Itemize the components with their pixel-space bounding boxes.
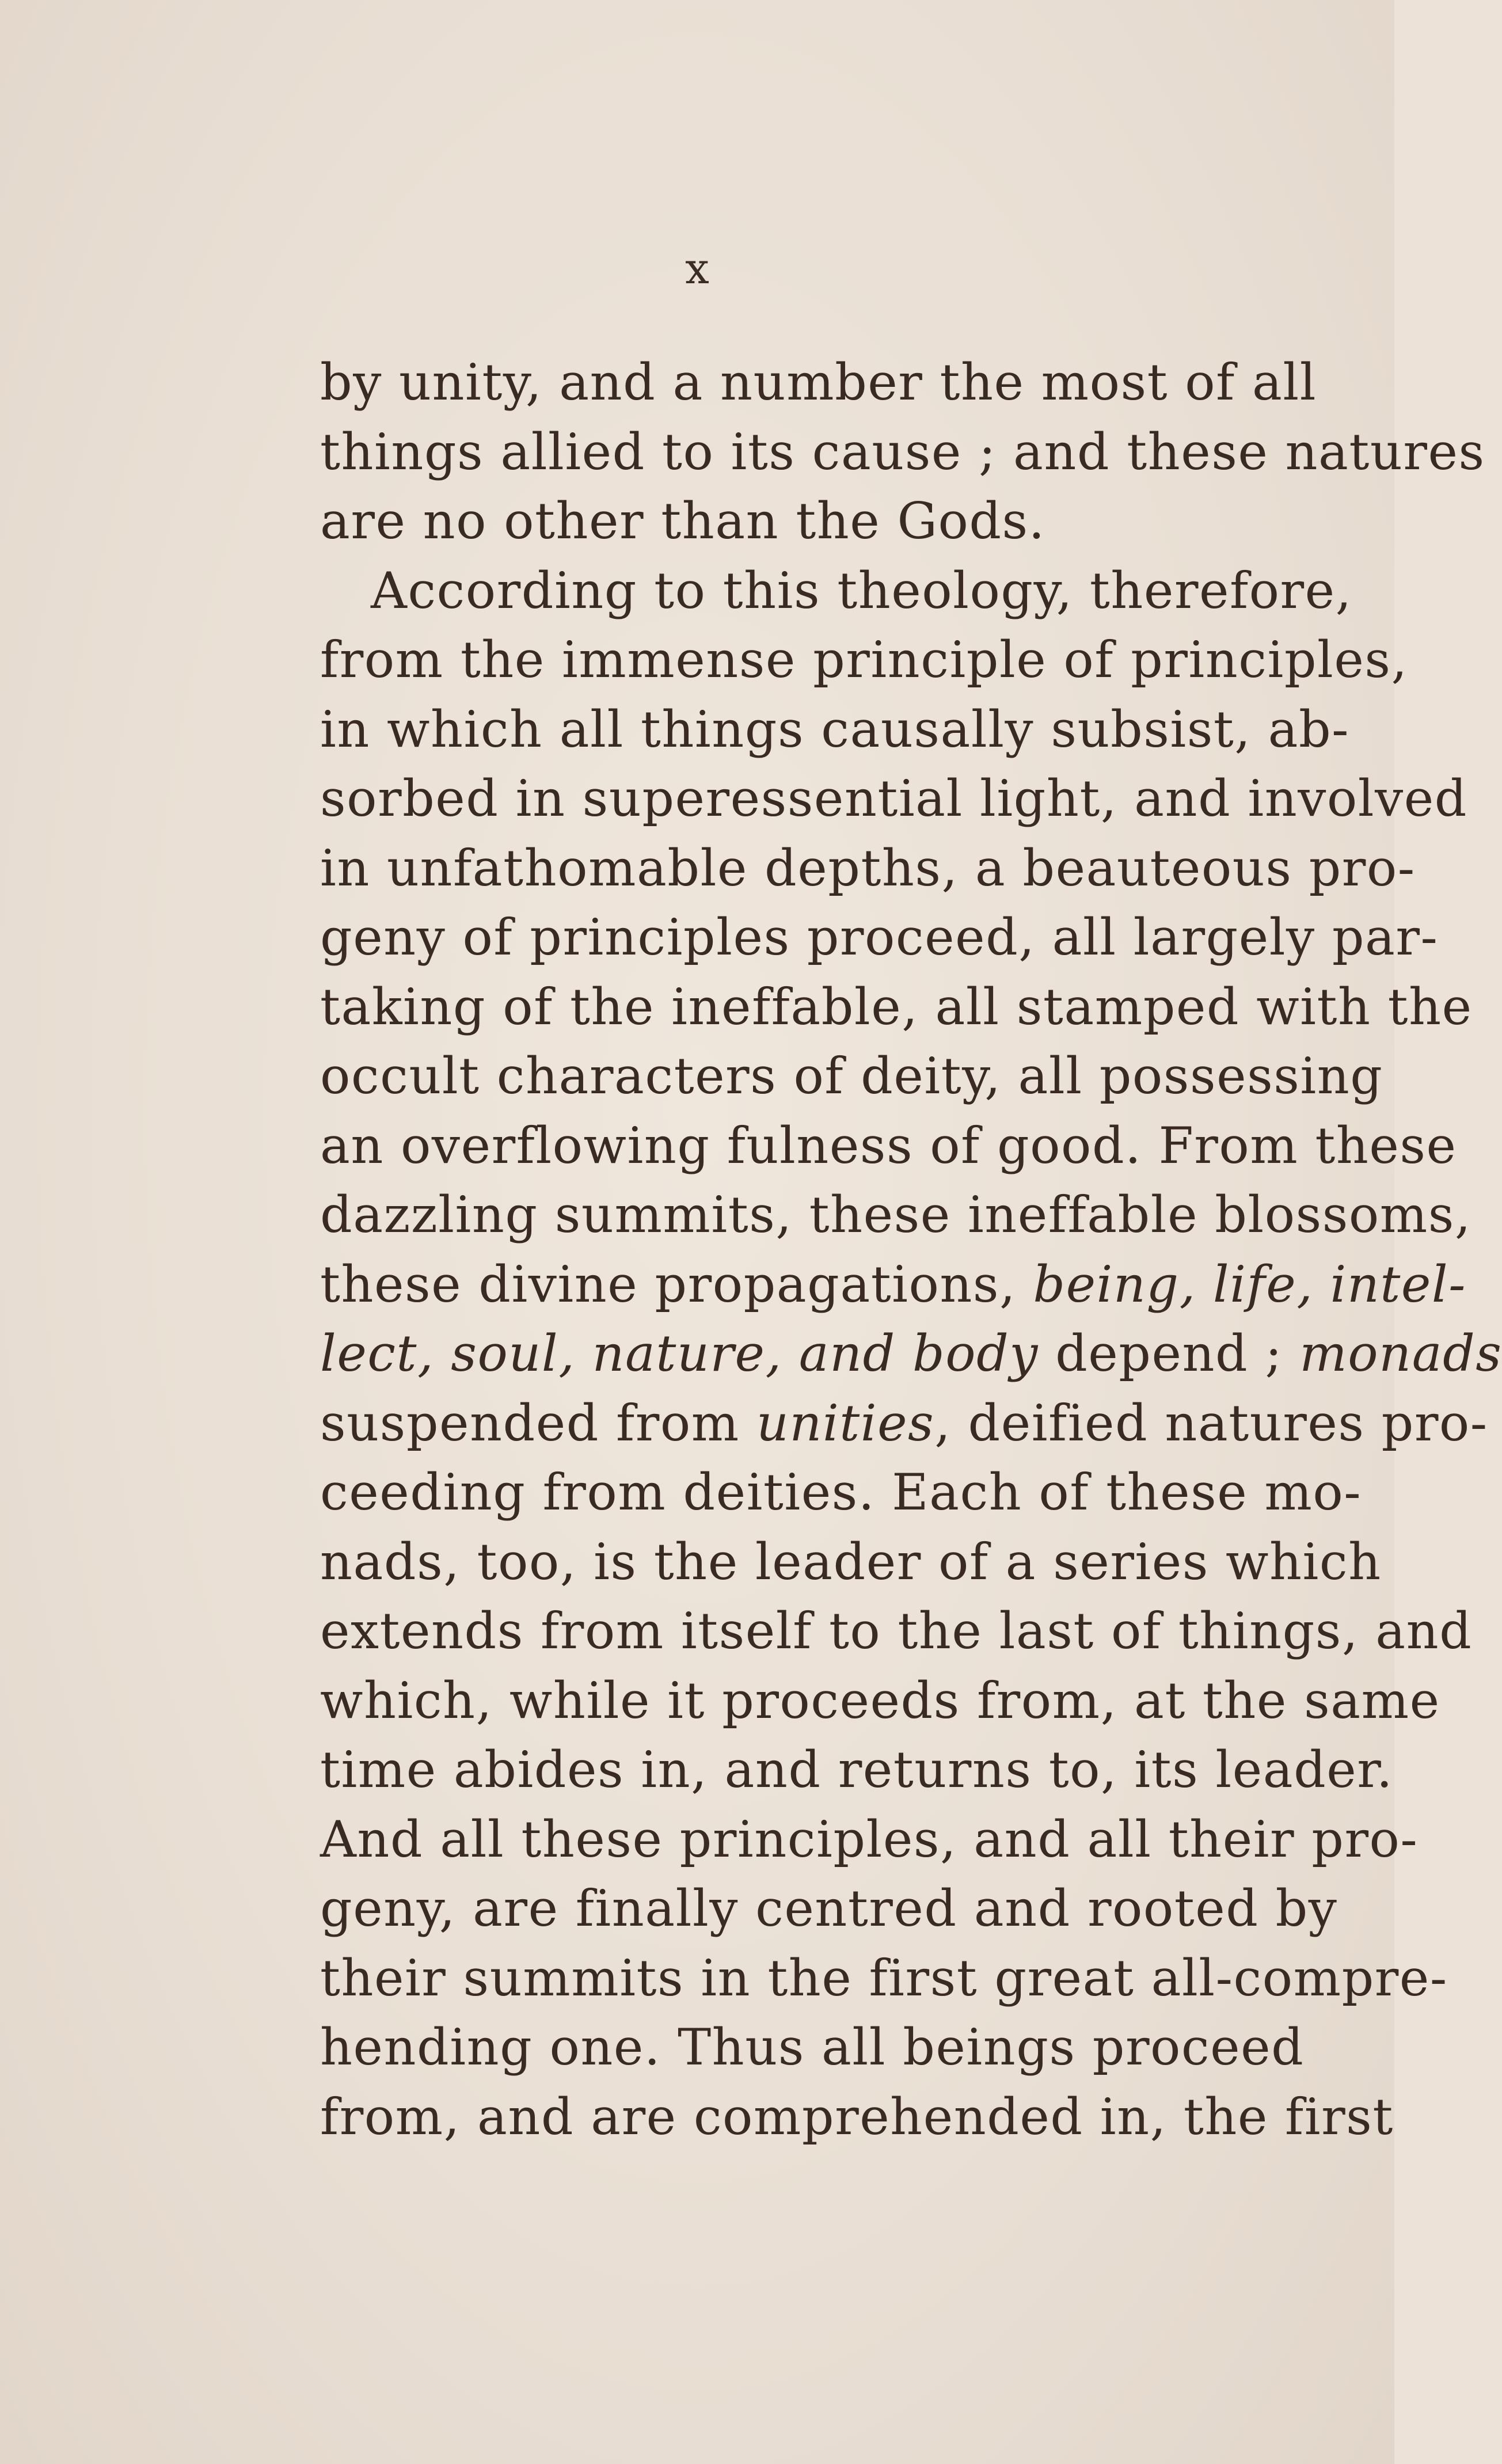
- text-line-8: in unfathomable depths, a beauteous pro-: [320, 838, 1416, 898]
- text-line-4: According to this theology, therefore,: [371, 561, 1352, 620]
- text-line-5: from the immense principle of principles,: [320, 630, 1408, 689]
- text-line-6: in which all things causally subsist, ab-: [320, 699, 1350, 759]
- text-line-15-roman: depend ;: [1038, 1324, 1300, 1383]
- text-line-26: from, and are comprehended in, the first: [320, 2087, 1394, 2146]
- text-line-17: ceeding from deities. Each of these mo-: [320, 1463, 1362, 1522]
- text-line-19: extends from itself to the last of things, and: [320, 1602, 1473, 1660]
- text-line-12: an overflowing fulness of good. From these: [320, 1116, 1457, 1175]
- text-line-16-italic: unities: [756, 1393, 935, 1452]
- body-text: [320, 348, 1502, 2151]
- text-line-25: hending one. Thus all beings proceed: [320, 2018, 1305, 2077]
- text-line-11: occult characters of deity, all possessing: [320, 1047, 1383, 1105]
- text-line-15-italic-b: monads: [1299, 1324, 1502, 1383]
- text-line-23: geny, are finally centred and rooted by: [320, 1879, 1338, 1938]
- text-line-10: taking of the ineffable, all stamped with the: [320, 977, 1473, 1036]
- text-line-15: [320, 1319, 1502, 1389]
- text-line-24: their summits in the first great all-compre-: [320, 1948, 1448, 2007]
- text-line-2: things allied to its cause ; and these natures: [320, 422, 1485, 481]
- text-line-1: by unity, and a number the most of all: [320, 353, 1317, 412]
- text-line-7: sorbed in superessential light, and involved: [320, 769, 1467, 828]
- text-line-22: And all these principles, and all their pro-: [320, 1809, 1419, 1869]
- text-line-20: which, while it proceeds from, at the same: [320, 1671, 1440, 1730]
- page-number: x: [685, 244, 709, 294]
- text-line-16-roman-a: suspended from: [320, 1393, 756, 1452]
- text-line-9: geny of principles proceed, all largely par-: [320, 908, 1439, 967]
- text-line-14-roman: these divine propagations,: [320, 1254, 1033, 1314]
- text-line-13: dazzling summits, these ineffable blossoms,: [320, 1185, 1472, 1244]
- text-line-14: [320, 1250, 1467, 1320]
- text-line-16: [320, 1389, 1488, 1458]
- text-line-14-italic: being, life, intel-: [1033, 1254, 1467, 1314]
- text-line-15-italic-a: lect, soul, nature, and body: [320, 1324, 1039, 1383]
- text-line-21: time abides in, and returns to, its leader.: [320, 1740, 1393, 1799]
- text-line-18: nads, too, is the leader of a series which: [320, 1532, 1382, 1591]
- text-line-3: are no other than the Gods.: [320, 492, 1045, 550]
- text-line-16-roman-b: , deified natures pro-: [934, 1393, 1488, 1452]
